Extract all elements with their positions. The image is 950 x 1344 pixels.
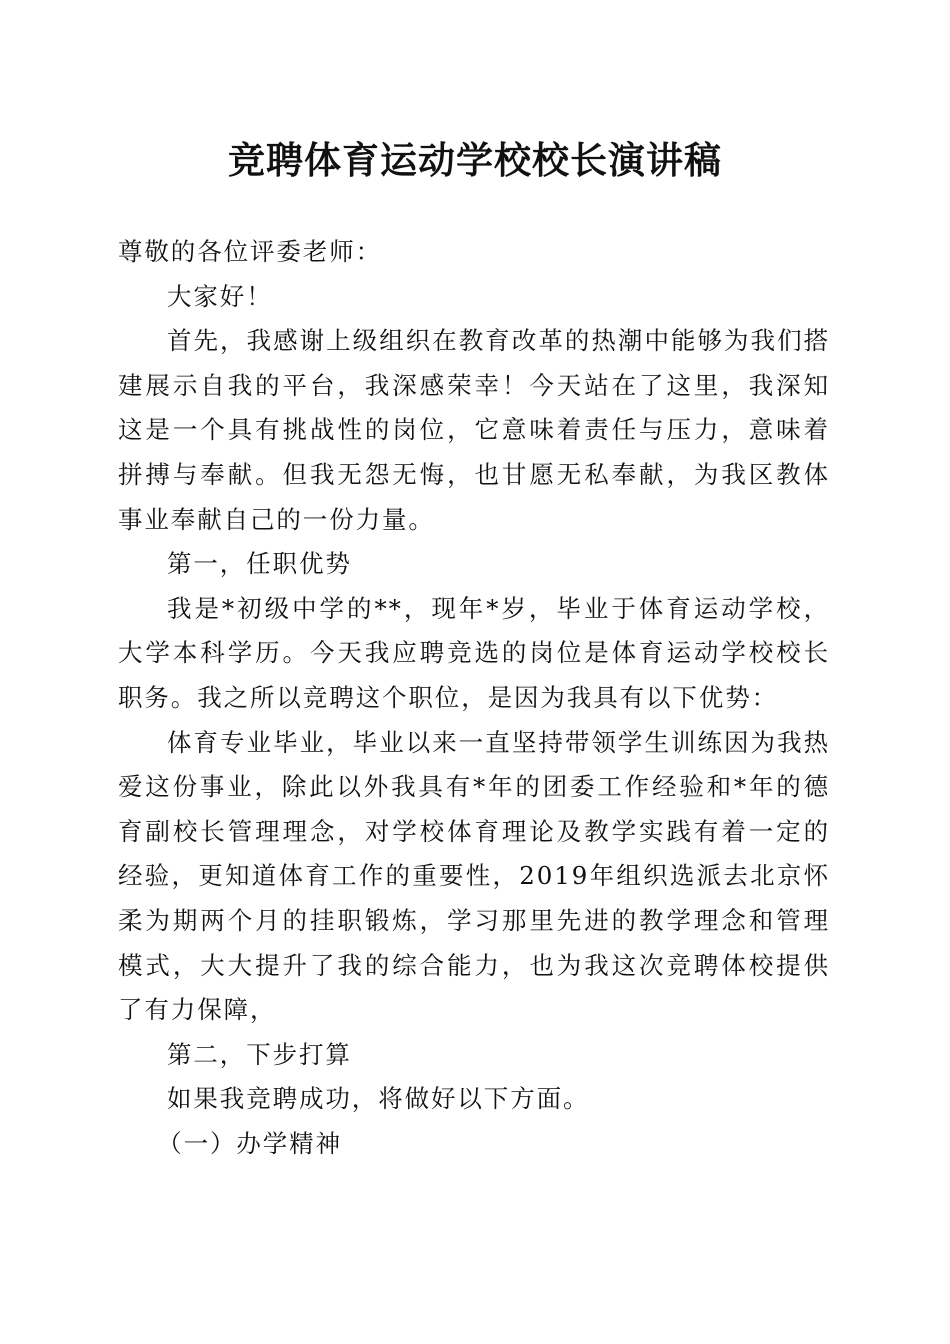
paragraph-section1-2: 体育专业毕业，毕业以来一直坚持带领学生训练因为我热爱这份事业，除此以外我具有*年的团委工作经验和*年的德育副校长管理理念，对学校体育理论及教学实践有着一定的经验，更知道体育工作的重要性，2019年组织选派去北京怀柔为期两个月的挂职锻炼，学习那里先进的教学理念和管理模式，大大提升了我的综合能力，也为我这次竞聘体校提供了有力保障，: [118, 727, 830, 1025]
document-title: 竞聘体育运动学校校长演讲稿: [228, 138, 722, 182]
document-body: [118, 230, 830, 1166]
section-heading-2: 第二，下步打算: [167, 1039, 352, 1069]
salutation: 尊敬的各位评委老师：: [118, 237, 382, 266]
section-heading-1: 第一，任职优势: [167, 549, 352, 579]
subsection-heading-1: （一）办学精神: [157, 1128, 342, 1158]
paragraph-intro: 首先，我感谢上级组织在教育改革的热潮中能够为我们搭建展示自我的平台，我深感荣幸！今天站在了这里，我深知这是一个具有挑战性的岗位，它意味着责任与压力，意味着拼搏与奉献。但我无怨无悔，也甘愿无私奉献，为我区教体事业奉献自己的一份力量。: [118, 326, 830, 534]
greeting: 大家好！: [167, 281, 273, 311]
paragraph-section1-1: 我是*初级中学的**，现年*岁，毕业于体育运动学校，大学本科学历。今天我应聘竞选的岗位是体育运动学校校长职务。我之所以竞聘这个职位，是因为我具有以下优势：: [118, 593, 830, 712]
paragraph-section2-1: 如果我竞聘成功，将做好以下方面。: [167, 1084, 590, 1114]
